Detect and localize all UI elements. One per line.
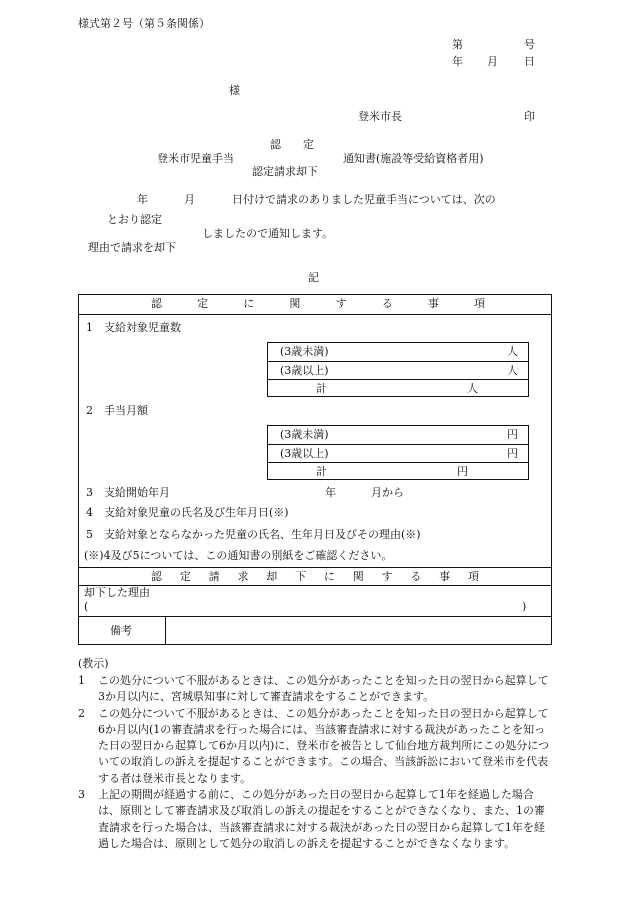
- children-count-table: [267, 342, 529, 397]
- doc-no-go: 号: [524, 38, 535, 51]
- amount-over3-row: (3歳以上) 円: [268, 444, 528, 463]
- instruction-item: 1 この処分について不服があるときは、この処分があったことを知った日の翌日から起算して3か月以内に、宮城県知事に対して審査請求をすることができます。: [78, 674, 549, 704]
- intro-option-approve: とおり認定: [107, 213, 162, 226]
- issuer-name: 登米市長: [358, 110, 402, 123]
- footnote: (※)4及び5については、この通知書の別紙をご確認ください。: [84, 549, 393, 562]
- divider: [79, 314, 551, 315]
- details-table: [78, 294, 552, 645]
- seal-mark: 印: [524, 110, 535, 123]
- approval-section-header: 認 定 に 関 す る 事 項: [151, 297, 485, 310]
- item3-label: 3 支給開始年月: [86, 486, 170, 499]
- reject-reason-paren-open: (: [84, 600, 89, 613]
- title-option-approve: 認 定: [270, 138, 314, 151]
- monthly-amount-table: [267, 425, 529, 480]
- intro-tsuki: 月: [184, 193, 195, 206]
- item2-label: 2 手当月額: [86, 404, 148, 417]
- instructions-list: [78, 673, 554, 852]
- reject-reason-paren-close: ): [522, 600, 527, 613]
- item3-tsuki: 月から: [371, 486, 404, 499]
- intro-nen: 年: [137, 193, 148, 206]
- amount-under3-row: (3歳未満) 円: [280, 428, 518, 441]
- addressee-sama: 様: [229, 84, 240, 97]
- intro-line1-rest: 日付けで請求のありました児童手当については、次の: [232, 193, 496, 206]
- reject-reason-label: 却下した理由: [84, 586, 150, 599]
- instruction-item: 3 上記の期間が経過する前に、この処分があった日の翌日から起算して1年を経過した場合は、原則として審査請求及び取消しの訴えの提起をすることができなくなり、また、1の審査請求を行った場合は、当該審査請求に対する裁決があった日の翌日から起算して1年を経過した場合は、原則として処分の取消しの訴えを提起することができなくなります。: [78, 788, 545, 850]
- item1-label: 1 支給対象児童数: [86, 321, 181, 334]
- title-right: 通知書(施設等受給資格者用): [343, 152, 484, 165]
- title-option-reject: 認定請求却下: [252, 165, 318, 178]
- children-under3-row: (3歳未満) 人: [280, 345, 518, 358]
- instruction-item: 2 この処分について不服があるときは、この処分があったことを知った日の翌日から起算して6か月以内(1の審査請求を行った場合には、当該審査請求に対する裁決があったことを知った日の翌日から起算して6か月以内)に、登米市を被告として仙台地方裁判所にこの処分についての取消しの訴えを提起することができます。この場合、当該訴訟において登米市を代表する者は登米市長となります。: [78, 706, 550, 785]
- divider: [79, 616, 551, 617]
- intro-line2-rest: しましたので通知します。: [202, 227, 334, 240]
- intro-option-reject: 理由で請求を却下: [88, 241, 176, 254]
- divider: [79, 567, 551, 568]
- doc-no-dai: 第: [452, 38, 463, 51]
- form-number: 様式第２号（第５条関係）: [78, 17, 210, 30]
- reject-section-header: 認 定 請 求 却 下 に 関 す る 事 項: [151, 570, 479, 583]
- children-total-row: 計 人: [268, 379, 528, 398]
- instructions-heading: (教示): [78, 657, 109, 670]
- date-nen: 年: [452, 55, 463, 68]
- remarks-label: 備考: [110, 624, 132, 637]
- item4-label: 4 支給対象児童の氏名及び生年月日(※): [86, 506, 289, 519]
- title-left: 登米市児童手当: [157, 152, 234, 165]
- item5-label: 5 支給対象とならなかった児童の氏名、生年月日及びその理由(※): [86, 528, 421, 541]
- divider: [165, 616, 166, 645]
- date-hi: 日: [524, 55, 535, 68]
- ki-label: 記: [308, 271, 319, 284]
- date-tsuki: 月: [487, 55, 498, 68]
- amount-total-row: 計 円: [268, 462, 528, 481]
- children-over3-row: (3歳以上) 人: [268, 361, 528, 380]
- item3-nen: 年: [325, 486, 336, 499]
